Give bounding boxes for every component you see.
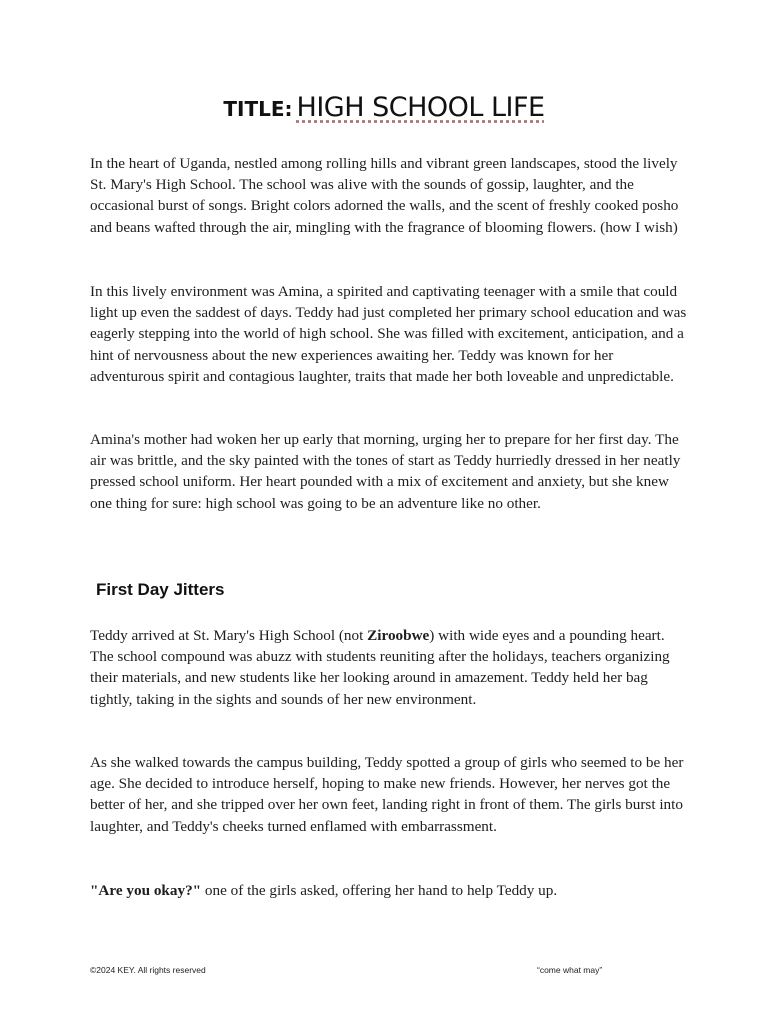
- arrival-text-end: ) with wide eyes and a pounding heart. The school compound was abuzz with students reuniting after the holidays, teachers organizing their materials, and new students like her looking around in amazement. Teddy held her bag tightly, taking in the sights and sounds of her new environment.: [90, 627, 670, 708]
- trip-paragraph: As she walked towards the campus building, Teddy spotted a group of girls who seemed to be her age. She decided to introduce herself, hoping to make new friends. However, her nerves got the better of her, and she tripped over her own feet, landing right in front of them. The girls burst into laughter, and Teddy's cheeks turned enflamed with embarrassment.: [90, 754, 684, 835]
- arrival-text-start: Teddy arrived at St. Mary's High School (not: [90, 627, 368, 644]
- footer-motto: “come what may”: [537, 965, 603, 975]
- footer-copyright: ©2024 KEY. All rights reserved: [90, 965, 206, 975]
- section-heading: First Day Jitters: [96, 580, 225, 599]
- morning-paragraph: Amina's mother had woken her up early that morning, urging her to prepare for her first day. The air was brittle, and the sky painted with the tones of start as Teddy hurriedly dressed in her neatly pressed school uniform. Her heart pounded with a mix of excitement and anxiety, but she knew one thing for sure: high school was going to be an adventure like no other.: [90, 431, 681, 512]
- amina-paragraph: In this lively environment was Amina, a spirited and captivating teenager with a smile that could light up even the saddest of days. Teddy had just completed her primary school education and was eagerly stepping into the world of high school. She was filled with excitement, anticipation, and a hint of nervousness about the new experiences awaiting her. Teddy was known for her adventurous spirit and contagious laughter, traits that made her both loveable and unpredictable.: [90, 283, 687, 385]
- dialogue-text: one of the girls asked, offering her hand to help Teddy up.: [201, 882, 558, 899]
- title-text: HIGH SCHOOL LIFE: [296, 92, 545, 123]
- dialogue-paragraph: [90, 880, 690, 901]
- dialogue-quote: "Are you okay?": [90, 882, 202, 899]
- page-title: [0, 92, 768, 123]
- arrival-paragraph: [90, 625, 690, 710]
- title-prefix: TITLE:: [223, 97, 293, 121]
- intro-paragraph: In the heart of Uganda, nestled among rolling hills and vibrant green landscapes, stood the lively St. Mary's High School. The school was alive with the sounds of gossip, laughter, and the occasional burst of songs. Bright colors adorned the walls, and the scent of freshly cooked posho and beans wafted through the air, mingling with the fragrance of blooming flowers. (how I wish): [90, 155, 679, 236]
- arrival-bold-place: Ziroobwe: [367, 627, 430, 644]
